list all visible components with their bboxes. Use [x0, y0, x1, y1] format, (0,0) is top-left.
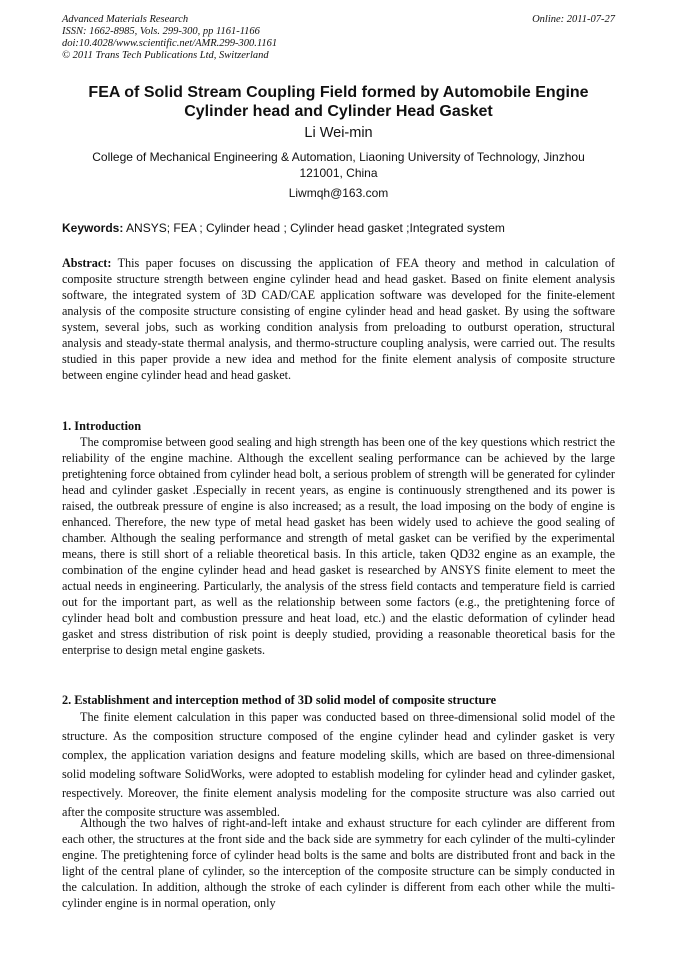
abstract-label: Abstract: [62, 256, 112, 270]
author-name: Li Wei-min [304, 125, 373, 141]
journal-copyright: © 2011 Trans Tech Publications Ltd, Switzerland [62, 50, 269, 61]
section-heading-model: 2. Establishment and interception method of 3D solid model of composite structure [62, 693, 497, 707]
keywords-label: Keywords: [62, 221, 124, 235]
model-paragraph-1: The finite element calculation in this paper was conducted based on three-dimensional solid model of the structure. As the composition structure composed of the engine cylinder head and cylinder gasket is very complex, the application variation designs and feature modeling skills, which are based on three-dimensional solid modeling software SolidWorks, were adopted to establish modeling for cylinder head and cylinder gasket, respectively. Moreover, the finite element analysis modeling for the composite structure was also carried out after the composite structure was assembled. [62, 710, 615, 819]
introduction-paragraph: The compromise between good sealing and high strength has been one of the key questions which restrict the reliability of the engine machine. Although the excellent sealing performance can be achieved by the large pretightening force obtained from cylinder head bolt, a serious problem of strength will be generated for cylinder head and cylinder gasket .Especially in recent years, as engine is continuously strengthened and its power is raised, the outbreak pressure of engine is also increased; as a result, the load imposing on the body of engine is enhanced. Therefore, the new type of metal head gasket has been widely used to achieve the good sealing of chamber. Although the sealing performance and strength of metal gasket can be verified by the experimental means, there is still short of a reliable theoretical basis. In this article, taken QD32 engine as an example, the combination of the engine cylinder head and head gasket is researched by ANSYS finite element to meet the actual needs in engineering. Particularly, the analysis of the stress field contacts and temperature field is carried out for the important part, as well as the relationship between some factors (e.g., the pretightening force of cylinder head bolt and combustion pressure and heat load, etc.) and the elastic deformation of cylinder head gasket and stress distribution of risk point is deeply studied, providing a reasonable theoretical basis for the enterprise to design metal engine gaskets. [62, 435, 615, 657]
journal-issn: ISSN: 1662-8985, Vols. 299-300, pp 1161-1166 [62, 26, 260, 37]
journal-name: Advanced Materials Research [62, 14, 189, 25]
abstract-text: This paper focuses on discussing the application of FEA theory and method in calculation of composite structure strength between engine cylinder head and head gasket. Based on finite element analysis software, the integrated system of 3D CAD/CAE application software was developed for the finite-element analysis of the composite structure consisting of engine cylinder head and head gasket. By using the software system, several jobs, such as working condition analysis from preloading to outburst operation, structural analysis and steady-state thermal analysis, and thermo-structure coupling analysis, were carried out. The results studied in this paper provide a new idea and method for the finite element analysis of composite structure between engine cylinder head and head gasket. [62, 256, 615, 382]
keywords-text: ANSYS; FEA ; Cylinder head ; Cylinder head gasket ;Integrated system [123, 221, 505, 235]
section-heading-introduction: 1. Introduction [62, 419, 142, 433]
online-date: Online: 2011-07-27 [532, 14, 615, 25]
journal-header [62, 14, 615, 62]
abstract [62, 255, 615, 383]
paper-title: FEA of Solid Stream Coupling Field formed by Automobile Engine Cylinder head and Cylinder Head Gasket [88, 84, 589, 120]
keywords [62, 220, 615, 236]
journal-doi: doi:10.4028/www.scientific.net/AMR.299-300.1161 [62, 38, 278, 49]
author-affiliation: College of Mechanical Engineering & Automation, Liaoning University of Technology, Jinzhou 121001, China [92, 150, 585, 180]
model-paragraph-2: Although the two halves of right-and-left intake and exhaust structure for each cylinder are different from each other, the structures at the front side and the back side are symmetry for each cylinder of the multi-cylinder engine. The pretightening force of cylinder head bolts is the same and bolts are distributed front and back in the light of the central plane of cylinder, so the interception of the composite structure can be simply conducted in the calculation. In addition, although the stroke of each cylinder is different from each other while the multi-cylinder engine is in normal operation, only [62, 816, 615, 910]
author-email: Liwmqh@163.com [288, 186, 389, 200]
